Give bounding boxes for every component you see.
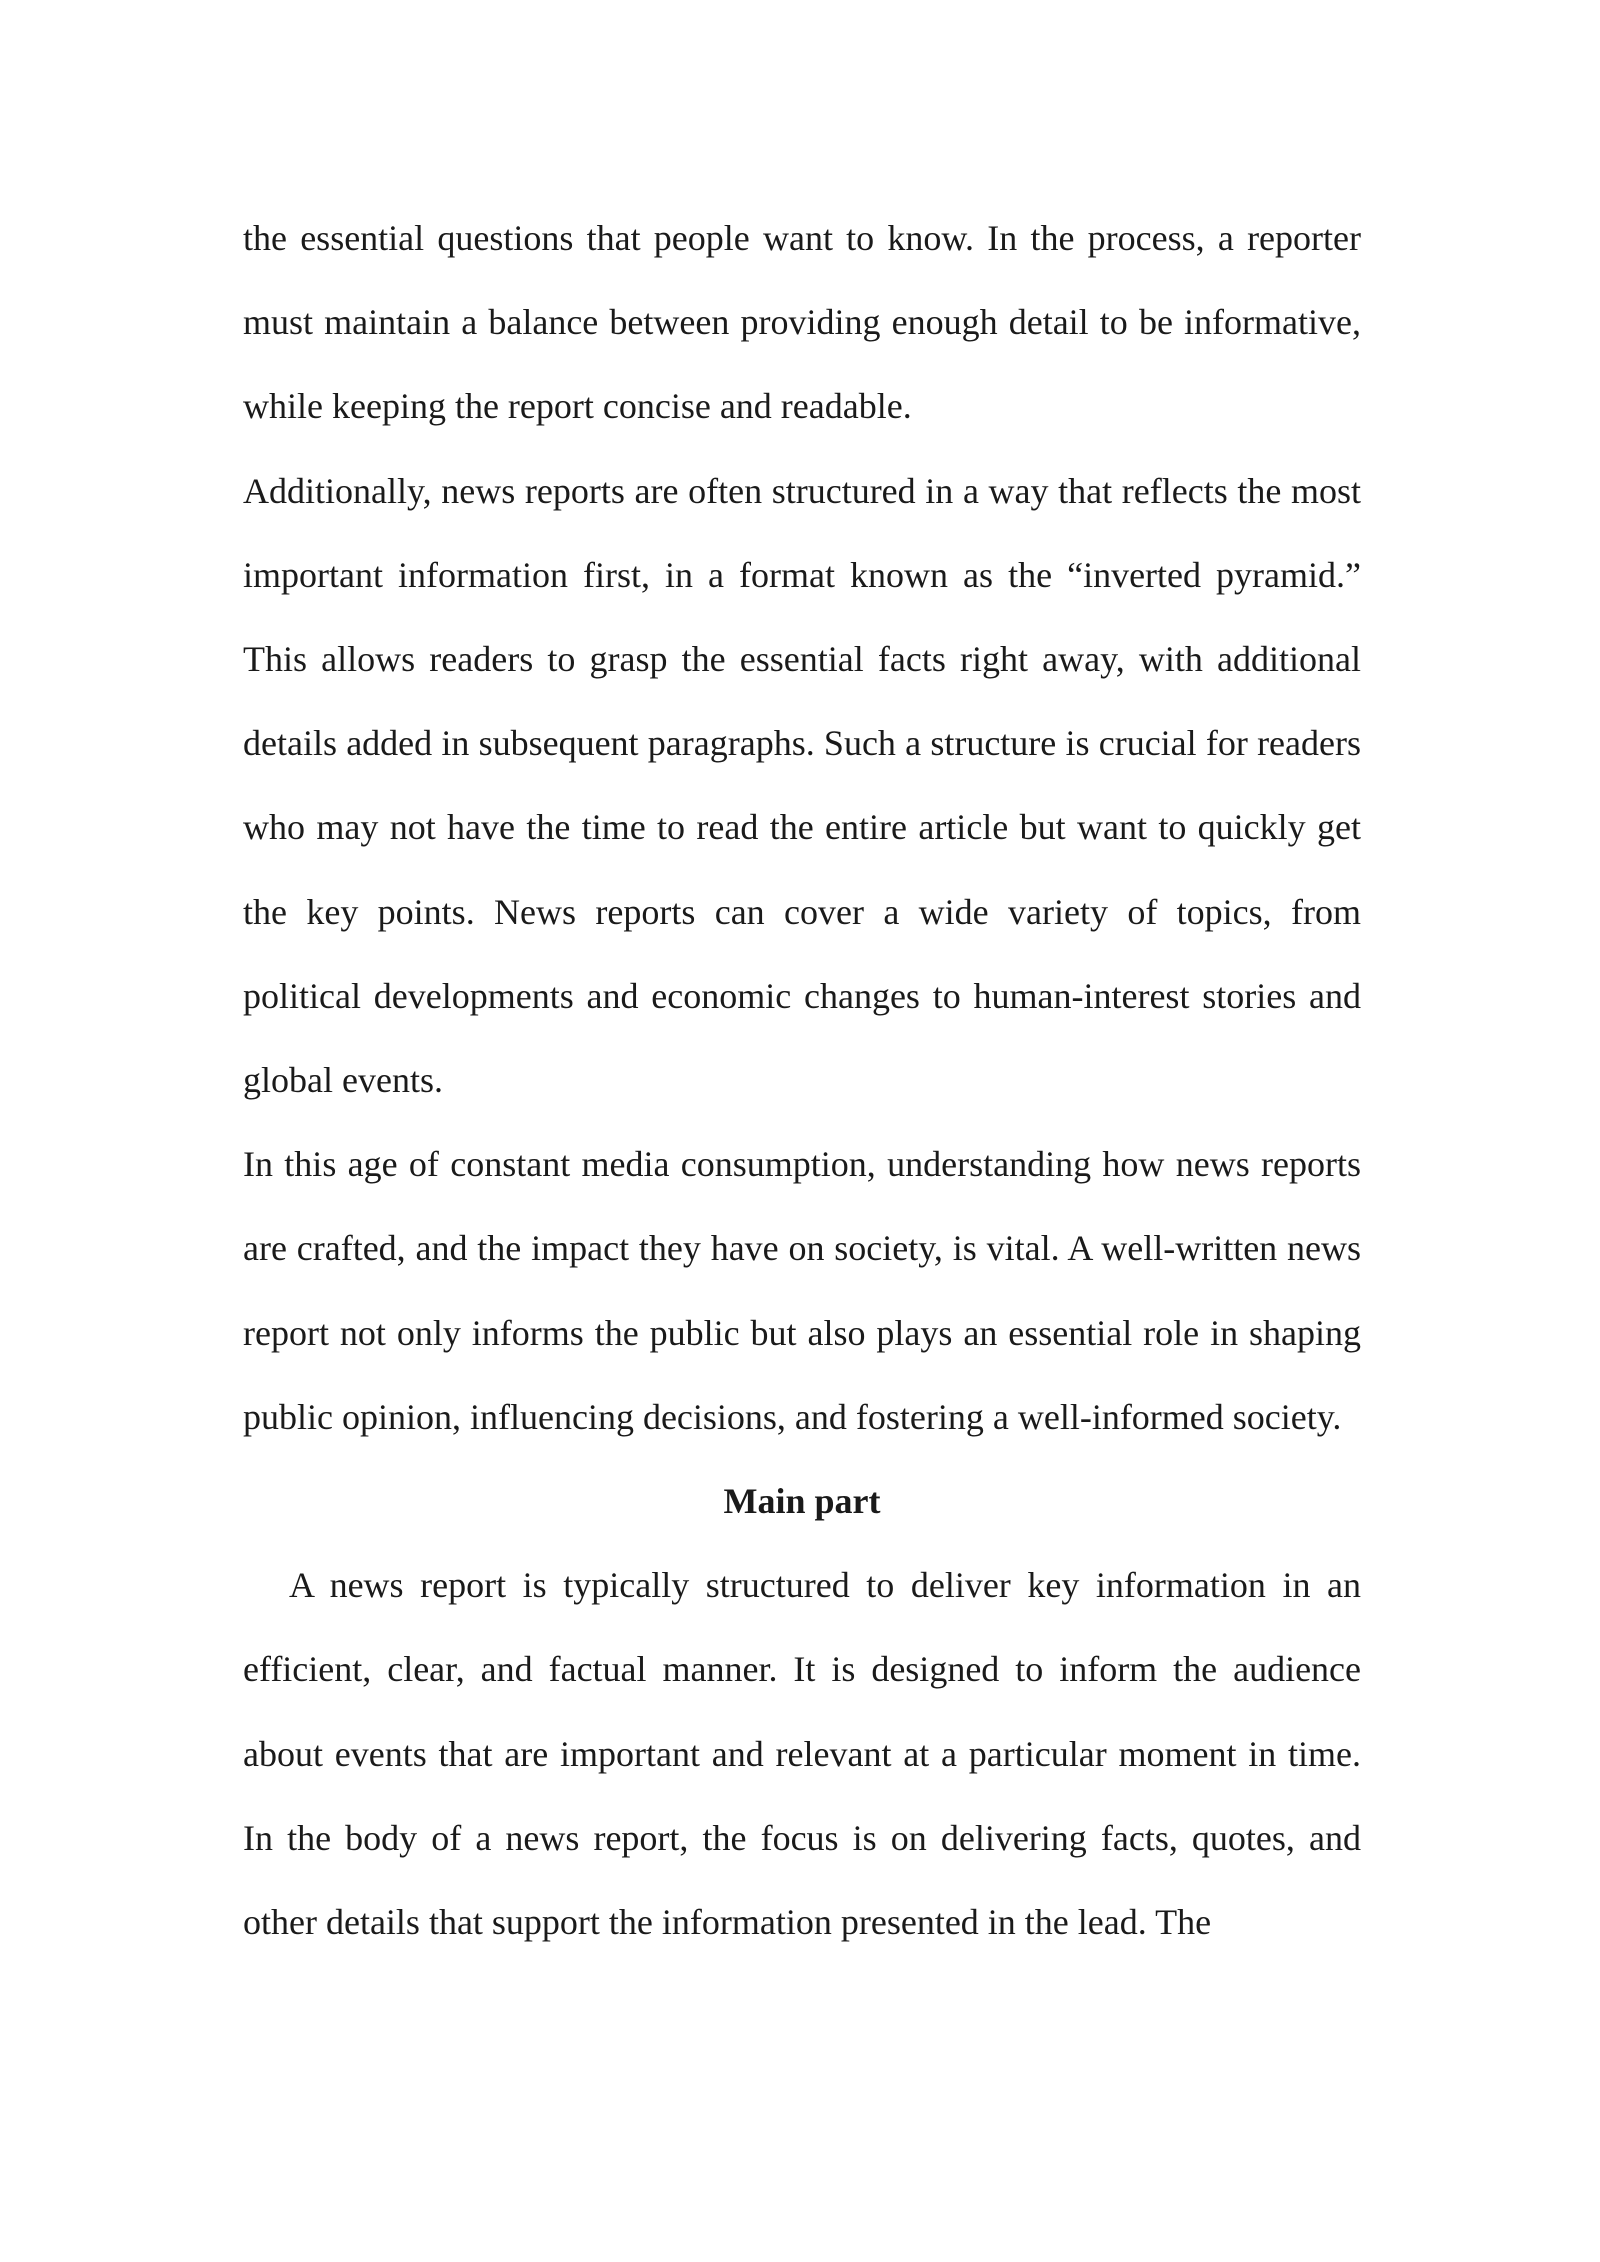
- paragraph-continued-reporter-balance: the essential questions that people want to know. In the process, a reporter must maintain a balance between providing enough detail to be informative, while keeping the report concise and readable.: [243, 218, 1361, 427]
- paragraph-media-consumption: In this age of constant media consumption, understanding how news reports are crafted, and the impact they have on society, is vital. A well-written news report not only informs the public but also plays an essential role in shaping public opinion, influencing decisions, and fostering a well-informed society.: [243, 1144, 1361, 1437]
- paragraph-inverted-pyramid: Additionally, news reports are often structured in a way that reflects the most important information first, in a format known as the “inverted pyramid.” This allows readers to grasp the essential facts right away, with additional details added in subsequent paragraphs. Such a structure is crucial for readers who may not have the time to read the entire article but want to quickly get the key points. News reports can cover a wide variety of topics, from political developments and economic changes to human-interest stories and global events.: [243, 470, 1361, 1101]
- section-heading-main-part: Main part: [723, 1481, 881, 1522]
- paragraph-news-report-structure: A news report is typically structured to deliver key information in an efficient, clear, and factual manner. It is designed to inform the audience about events that are important and relevant at a particular moment in time. In the body of a news report, the focus is on delivering facts, quotes, and other details that support the information presented in the lead. The: [243, 1565, 1361, 1943]
- document-body: [243, 196, 1361, 1964]
